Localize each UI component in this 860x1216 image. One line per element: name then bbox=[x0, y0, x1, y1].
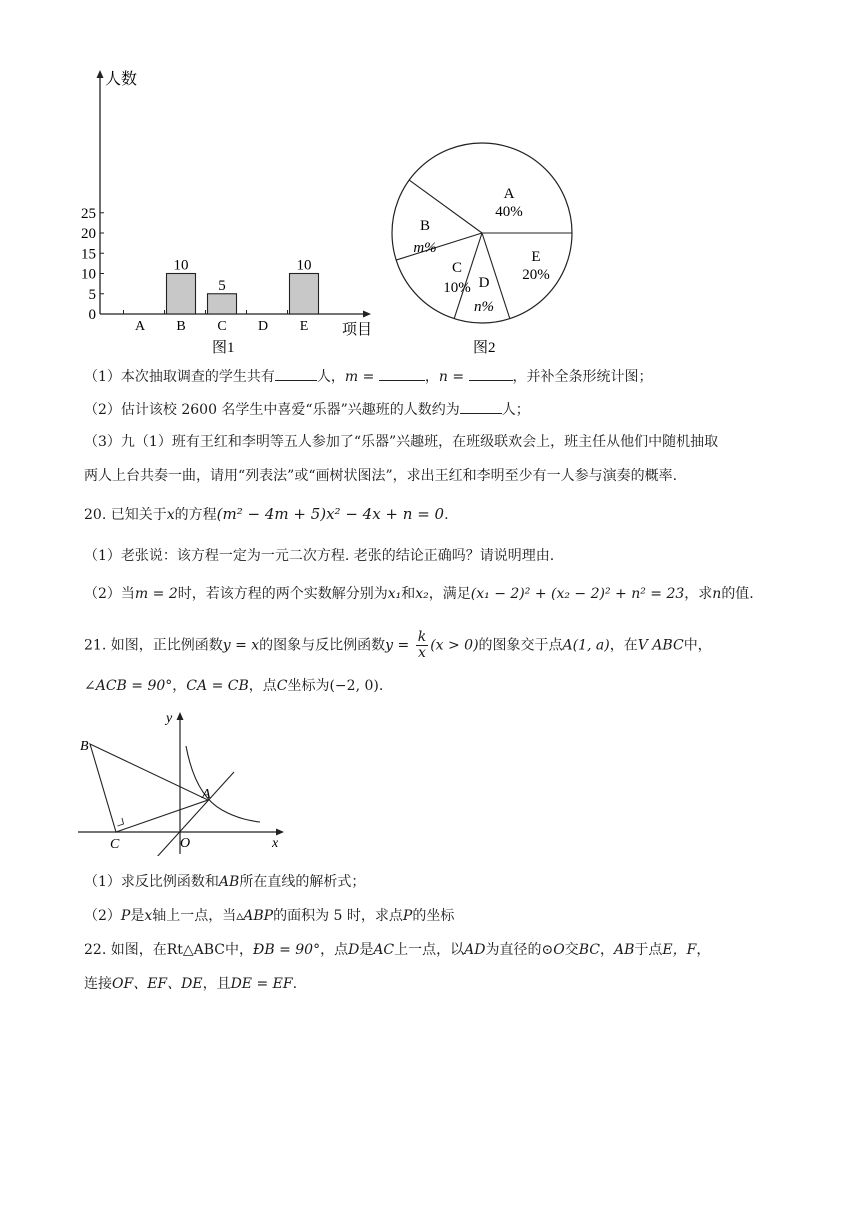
q20-text: 20. 已知关于 bbox=[84, 507, 167, 523]
segment-ab: AB bbox=[218, 874, 240, 890]
q22-text: ，点 bbox=[320, 942, 349, 958]
q20-p2-text: 的值. bbox=[721, 586, 754, 602]
label-a: A bbox=[202, 787, 211, 802]
q20-p2-text: ，满足 bbox=[428, 586, 471, 602]
q21-p2-text: 轴上一点，当 bbox=[152, 908, 237, 924]
answer-blank-estimate[interactable] bbox=[460, 399, 502, 414]
q20-equation: (m² − 4m + 5)x² − 4x + n = 0 bbox=[216, 505, 445, 523]
right-triangle-abc: Rt△ABC bbox=[166, 942, 226, 958]
triangle-abp: ▵ABP bbox=[236, 908, 274, 924]
q20-part2 bbox=[84, 584, 754, 604]
pie-slice-percent: n% bbox=[474, 299, 494, 315]
q20-condition-equation: (x₁ − 2)² + (x₂ − 2)² + n² = 23 bbox=[470, 586, 685, 602]
bar-chart-plot bbox=[81, 70, 371, 334]
points-e-f: E，F bbox=[662, 942, 697, 958]
bar-y-tick-label: 20 bbox=[81, 226, 96, 242]
q22-text: 22. 如图，在 bbox=[84, 942, 167, 958]
q21-text: 的图象交于点 bbox=[478, 637, 563, 654]
q20-p2-text: ，求 bbox=[684, 586, 713, 602]
q20-p2-text: （2）当 bbox=[84, 586, 135, 602]
point-p: P bbox=[402, 908, 413, 924]
q22-text: ， bbox=[696, 942, 711, 958]
q19-p1-text: = bbox=[447, 369, 469, 385]
bar-y-tick-label: 25 bbox=[81, 205, 96, 222]
segment-ac: AC bbox=[373, 942, 395, 958]
pie-slice-name: C bbox=[451, 260, 463, 276]
bar-y-tick-label: 10 bbox=[81, 266, 96, 283]
pie-chart bbox=[385, 140, 585, 362]
bar-data-label: 5 bbox=[218, 277, 226, 294]
q20-part1: （1）老张说：该方程一定为一元二次方程. 老张的结论正确吗？请说明理由. bbox=[84, 548, 555, 564]
q21-p2-text: 是 bbox=[130, 908, 145, 924]
var-m: m bbox=[344, 369, 359, 385]
q21-p1-text: 所在直线的解析式； bbox=[239, 874, 366, 890]
q22-text: 中， bbox=[225, 942, 254, 958]
q22-text: 上一点，以 bbox=[394, 942, 465, 958]
q21-fraction bbox=[416, 630, 428, 661]
pie-slice-percent: 20% bbox=[522, 267, 550, 283]
pie-slice-percent: m% bbox=[413, 240, 437, 256]
q20-stem bbox=[84, 504, 449, 525]
q21-figure bbox=[72, 706, 292, 856]
q19-p1-text: ，并补全条形统计图； bbox=[512, 369, 653, 385]
q20-text: . bbox=[444, 507, 449, 523]
q19-part3-line2: 两人上台共奏一曲，请用“列表法”或“画树状图法”，求出王红和李明至少有一人参与演奏的概率. bbox=[84, 468, 678, 484]
pie-slice-name: D bbox=[478, 275, 490, 291]
point-p: P bbox=[120, 908, 131, 924]
pie-chart-caption: 图2 bbox=[473, 340, 496, 356]
var-x: x bbox=[144, 908, 153, 924]
bar-chart-ylabel: 人数 bbox=[105, 71, 138, 88]
point-c: C bbox=[276, 678, 288, 694]
q22-text: 交 bbox=[564, 942, 579, 958]
q19-part2 bbox=[84, 399, 530, 420]
q21-text: ，点 bbox=[248, 678, 277, 694]
q20-p2-text: 时，若该方程的两个实数解分别为 bbox=[177, 586, 388, 602]
q21-text: ， bbox=[172, 678, 187, 694]
pie-slice-percent: 10% bbox=[443, 280, 471, 296]
bar-y-axis-arrow bbox=[97, 70, 104, 78]
point-d: D bbox=[348, 942, 360, 958]
q20-p2-text: 和 bbox=[401, 586, 416, 602]
triangle-abc-shape bbox=[90, 744, 208, 832]
q21-part2 bbox=[84, 906, 454, 926]
q21-p2-text: 的面积为 5 时，求点 bbox=[273, 908, 403, 924]
bar-chart-caption: 图1 bbox=[212, 340, 235, 356]
circle-o: ⊙O bbox=[541, 942, 565, 958]
y-axis-arrow bbox=[177, 712, 184, 720]
pie-chart-plot bbox=[392, 143, 572, 323]
bar-y-tick-label: 15 bbox=[81, 246, 96, 263]
segment-ad: AD bbox=[464, 942, 486, 958]
bar bbox=[290, 274, 319, 315]
q21-stem-line1 bbox=[84, 630, 712, 661]
bar bbox=[167, 274, 196, 315]
q19-p2-text: 人； bbox=[501, 402, 530, 418]
q19-part3-line1: （3）九（1）班有王红和李明等五人参加了“乐器”兴趣班，在班级联欢会上，班主任从他们中随机抽取 bbox=[84, 434, 719, 450]
label-c: C bbox=[110, 837, 120, 852]
q21-part1 bbox=[84, 872, 365, 892]
q21-inverse-function: y = bbox=[385, 637, 414, 654]
bar-category-label: A bbox=[134, 319, 146, 334]
var-n: n bbox=[712, 586, 722, 602]
q21-domain: (x > 0) bbox=[430, 637, 479, 654]
q19-p1-text: ， bbox=[424, 369, 439, 385]
q21-p2-text: （2） bbox=[84, 908, 121, 924]
q19-p1-text: （1）本次抽取调查的学生共有 bbox=[84, 369, 275, 385]
q21-text: . bbox=[378, 678, 384, 694]
q19-p2-text: （2）估计该校 2600 名学生中喜爱“乐器”兴趣班的人数约为 bbox=[84, 402, 460, 418]
segment-ab: AB bbox=[613, 942, 635, 958]
q21-text: 坐标为 bbox=[287, 678, 330, 694]
var-x: x bbox=[166, 507, 175, 523]
x-axis-arrow bbox=[276, 829, 284, 836]
q22-text: ，且 bbox=[202, 976, 231, 992]
bar bbox=[208, 294, 237, 314]
q22-stem-line2 bbox=[84, 974, 297, 994]
q22-text: 是 bbox=[359, 942, 374, 958]
point-c-coord: (−2, 0) bbox=[329, 678, 379, 694]
bar-chart bbox=[70, 62, 390, 362]
angle-acb: ∠ACB = 90° bbox=[84, 678, 173, 694]
q21-text: 的图象与反比例函数 bbox=[259, 637, 386, 654]
pie-slice-name: A bbox=[503, 186, 515, 202]
label-y: y bbox=[166, 711, 173, 726]
pie-slice-percent: 40% bbox=[495, 204, 523, 220]
var-n: n bbox=[438, 369, 448, 385]
q22-text: 为直径的 bbox=[485, 942, 542, 958]
q21-text: ，在 bbox=[609, 637, 638, 654]
fraction-denominator: x bbox=[417, 645, 426, 661]
label-b: B bbox=[80, 739, 89, 754]
q22-stem-line1 bbox=[84, 940, 710, 960]
q21-text: 21. 如图，正比例函数 bbox=[84, 637, 223, 654]
q22-text: 于点 bbox=[634, 942, 663, 958]
q22-text: ， bbox=[599, 942, 614, 958]
q20-m-value: m = 2 bbox=[134, 586, 178, 602]
pie-slice-name: E bbox=[531, 249, 541, 265]
q21-stem-line2 bbox=[84, 676, 383, 696]
segments-of-ef-de: OF、EF、DE bbox=[112, 976, 203, 992]
q19-part1 bbox=[84, 366, 653, 387]
q20-text: 的方程 bbox=[174, 507, 217, 523]
label-x: x bbox=[272, 836, 279, 851]
right-angle-mark bbox=[118, 818, 124, 826]
ca-equals-cb: CA = CB bbox=[186, 678, 249, 694]
answer-blank-m[interactable] bbox=[379, 366, 425, 381]
q19-p1-text: = bbox=[358, 369, 379, 385]
bar-chart-xlabel: 项目 bbox=[342, 322, 373, 338]
q19-p1-text: 人， bbox=[316, 369, 345, 385]
q22-text: 连接 bbox=[84, 976, 112, 992]
triangle-abc: V ABC bbox=[637, 637, 684, 654]
bar-category-label: E bbox=[299, 319, 309, 334]
bar-y-tick-label: 0 bbox=[88, 307, 96, 323]
bar-category-label: B bbox=[176, 319, 186, 334]
q21-p1-text: （1）求反比例函数和 bbox=[84, 874, 219, 890]
de-equals-ef: DE = EF bbox=[230, 976, 293, 992]
answer-blank-n[interactable] bbox=[469, 366, 513, 381]
bar-data-label: 10 bbox=[296, 257, 312, 274]
answer-blank-total[interactable] bbox=[275, 366, 317, 381]
q21-linear-function: y = x bbox=[222, 637, 260, 654]
var-x1: x₁ bbox=[387, 586, 402, 602]
bar-category-label: D bbox=[257, 319, 269, 334]
segment-bc: BC bbox=[578, 942, 600, 958]
angle-b: ÐB = 90° bbox=[253, 942, 321, 958]
pie-slice-boundary bbox=[396, 233, 482, 260]
bar-data-label: 10 bbox=[173, 257, 189, 274]
bar-x-axis-arrow bbox=[363, 311, 371, 318]
q21-text: 中， bbox=[683, 637, 712, 654]
var-x2: x₂ bbox=[415, 586, 429, 602]
q21-p2-text: 的坐标 bbox=[412, 908, 455, 924]
fraction-numerator: k bbox=[417, 629, 427, 645]
pie-slice-name: B bbox=[419, 218, 431, 234]
q22-text: . bbox=[292, 976, 298, 992]
bar-category-label: C bbox=[217, 319, 227, 334]
bar-y-tick-label: 5 bbox=[88, 286, 96, 303]
label-o: O bbox=[180, 836, 191, 851]
point-a-coord: A(1, a) bbox=[562, 637, 610, 654]
